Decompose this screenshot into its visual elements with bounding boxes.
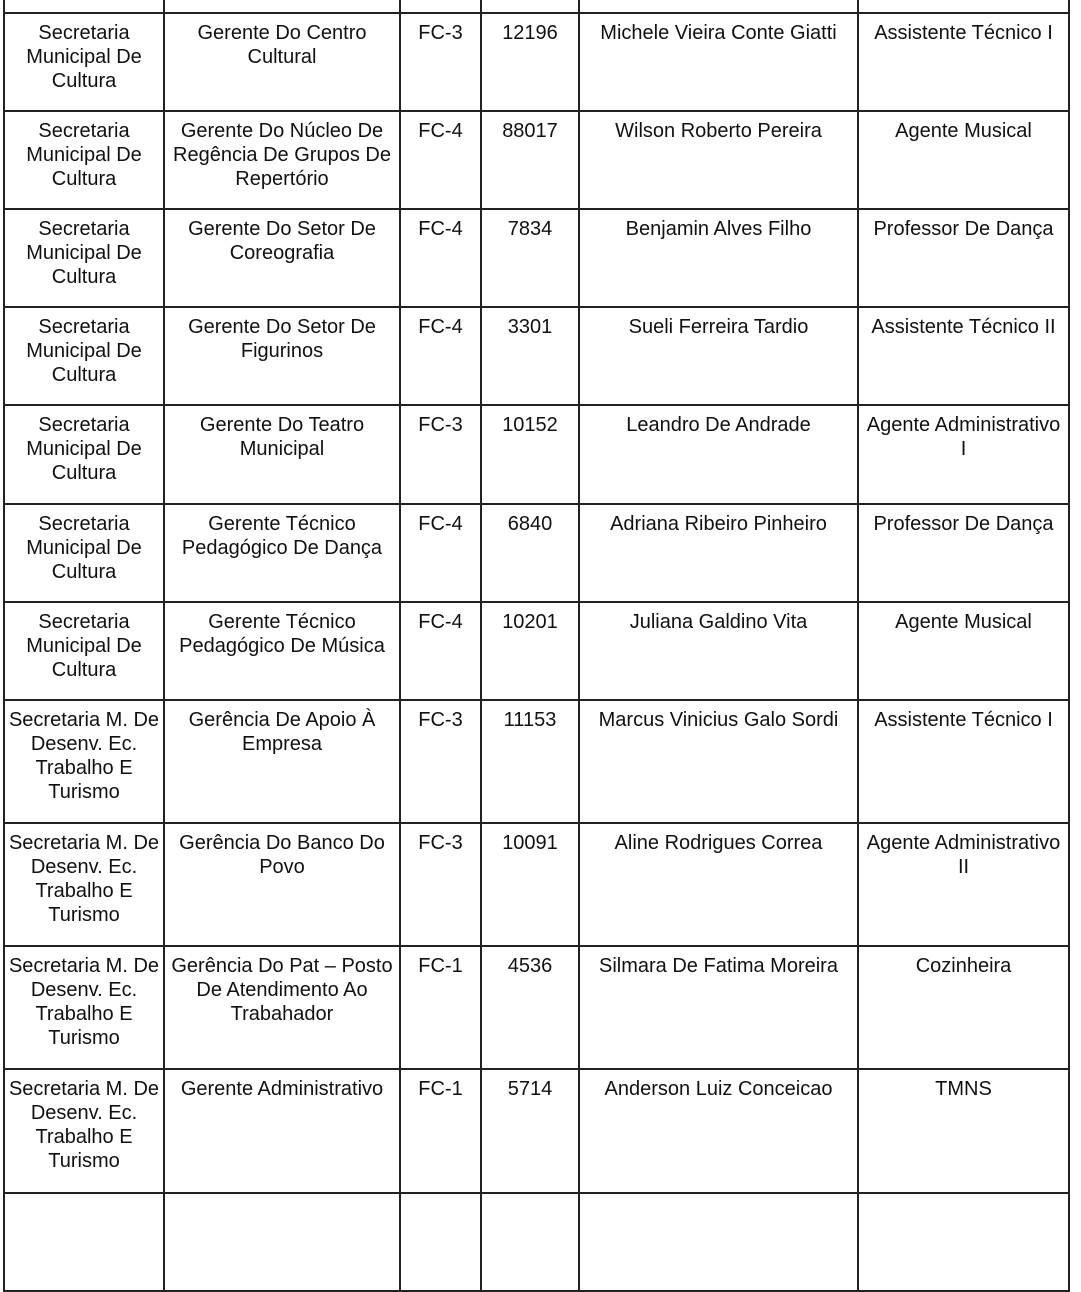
table-row [4,13,1069,111]
job-title-cell: TMNS [858,1069,1069,1193]
department-cell: Secretaria Municipal De Cultura [4,209,164,307]
registration-cell: 5714 [481,1069,579,1193]
job-title-cell: Cozinheira [858,946,1069,1069]
position-cell: Gerente Do Centro Cultural [164,13,400,111]
position-cell: Gerente Do Núcleo De Regência De Grupos De Repertório [164,111,400,209]
employee-name-cell: Sueli Ferreira Tardio [579,307,858,405]
employee-name-cell [579,0,858,13]
function-code-cell: FC-3 [400,405,481,504]
position-cell: Gerente Administrativo [164,1069,400,1193]
registration-cell [481,0,579,13]
job-title-cell: Agente Musical [858,111,1069,209]
table-row [4,1069,1069,1193]
job-title-cell: Agente Musical [858,602,1069,700]
position-cell: Gerente Técnico Pedagógico De Dança [164,504,400,602]
employee-name-cell: Marcus Vinicius Galo Sordi [579,700,858,823]
function-code-cell: FC-4 [400,504,481,602]
employee-name-cell: Leandro De Andrade [579,405,858,504]
registration-cell: 3301 [481,307,579,405]
function-code-cell: FC-1 [400,946,481,1069]
registration-cell: 7834 [481,209,579,307]
employee-name-cell: Michele Vieira Conte Giatti [579,13,858,111]
department-cell: Secretaria Municipal De Cultura [4,504,164,602]
table-row [4,700,1069,823]
department-cell: Secretaria M. De Desenv. Ec. Trabalho E Turismo [4,823,164,946]
employee-name-cell [579,1193,858,1291]
table-row [4,307,1069,405]
table-row [4,823,1069,946]
department-cell: Secretaria Municipal De Cultura [4,13,164,111]
registration-cell: 10201 [481,602,579,700]
table-body [4,0,1069,1291]
function-code-cell [400,0,481,13]
department-cell: Secretaria M. De Desenv. Ec. Trabalho E Turismo [4,1069,164,1193]
job-title-cell [858,0,1069,13]
position-cell: Gerência Do Pat – Posto De Atendimento Ao Trabahador [164,946,400,1069]
department-cell [4,1193,164,1291]
table-row [4,0,1069,13]
employee-name-cell: Benjamin Alves Filho [579,209,858,307]
employee-name-cell: Juliana Galdino Vita [579,602,858,700]
table-row [4,504,1069,602]
employee-name-cell: Anderson Luiz Conceicao [579,1069,858,1193]
department-cell: Secretaria Municipal De Cultura [4,405,164,504]
table-row [4,1193,1069,1291]
job-title-cell: Assistente Técnico I [858,700,1069,823]
function-code-cell: FC-3 [400,823,481,946]
job-title-cell: Agente Administrativo II [858,823,1069,946]
registration-cell: 11153 [481,700,579,823]
department-cell: Secretaria Municipal De Cultura [4,111,164,209]
job-title-cell: Professor De Dança [858,209,1069,307]
position-cell: Gerente Do Teatro Municipal [164,405,400,504]
position-cell [164,1193,400,1291]
job-title-cell: Assistente Técnico II [858,307,1069,405]
employee-name-cell: Silmara De Fatima Moreira [579,946,858,1069]
position-cell: Gerência Do Banco Do Povo [164,823,400,946]
job-title-cell: Assistente Técnico I [858,13,1069,111]
job-title-cell: Professor De Dança [858,504,1069,602]
position-cell [164,0,400,13]
function-code-cell: FC-4 [400,602,481,700]
position-cell: Gerente Do Setor De Coreografia [164,209,400,307]
registration-cell: 4536 [481,946,579,1069]
position-cell: Gerência De Apoio À Empresa [164,700,400,823]
table-row [4,209,1069,307]
employee-name-cell: Adriana Ribeiro Pinheiro [579,504,858,602]
function-code-cell: FC-4 [400,209,481,307]
function-code-cell [400,1193,481,1291]
function-code-cell: FC-3 [400,700,481,823]
function-code-cell: FC-4 [400,307,481,405]
position-cell: Gerente Do Setor De Figurinos [164,307,400,405]
function-code-cell: FC-4 [400,111,481,209]
position-cell: Gerente Técnico Pedagógico De Música [164,602,400,700]
table-row [4,946,1069,1069]
function-code-cell: FC-3 [400,13,481,111]
table-row [4,405,1069,504]
registration-cell: 10091 [481,823,579,946]
registration-cell: 6840 [481,504,579,602]
department-cell: Secretaria M. De Desenv. Ec. Trabalho E Turismo [4,946,164,1069]
registration-cell [481,1193,579,1291]
registration-cell: 12196 [481,13,579,111]
function-code-cell: FC-1 [400,1069,481,1193]
job-title-cell [858,1193,1069,1291]
registration-cell: 88017 [481,111,579,209]
staff-table [3,0,1070,1292]
department-cell: Secretaria Municipal De Cultura [4,307,164,405]
department-cell: Secretaria M. De Desenv. Ec. Trabalho E Turismo [4,700,164,823]
employee-name-cell: Wilson Roberto Pereira [579,111,858,209]
registration-cell: 10152 [481,405,579,504]
job-title-cell: Agente Administrativo I [858,405,1069,504]
table-row [4,602,1069,700]
employee-name-cell: Aline Rodrigues Correa [579,823,858,946]
department-cell: Secretaria Municipal De Cultura [4,602,164,700]
table-row [4,111,1069,209]
department-cell [4,0,164,13]
